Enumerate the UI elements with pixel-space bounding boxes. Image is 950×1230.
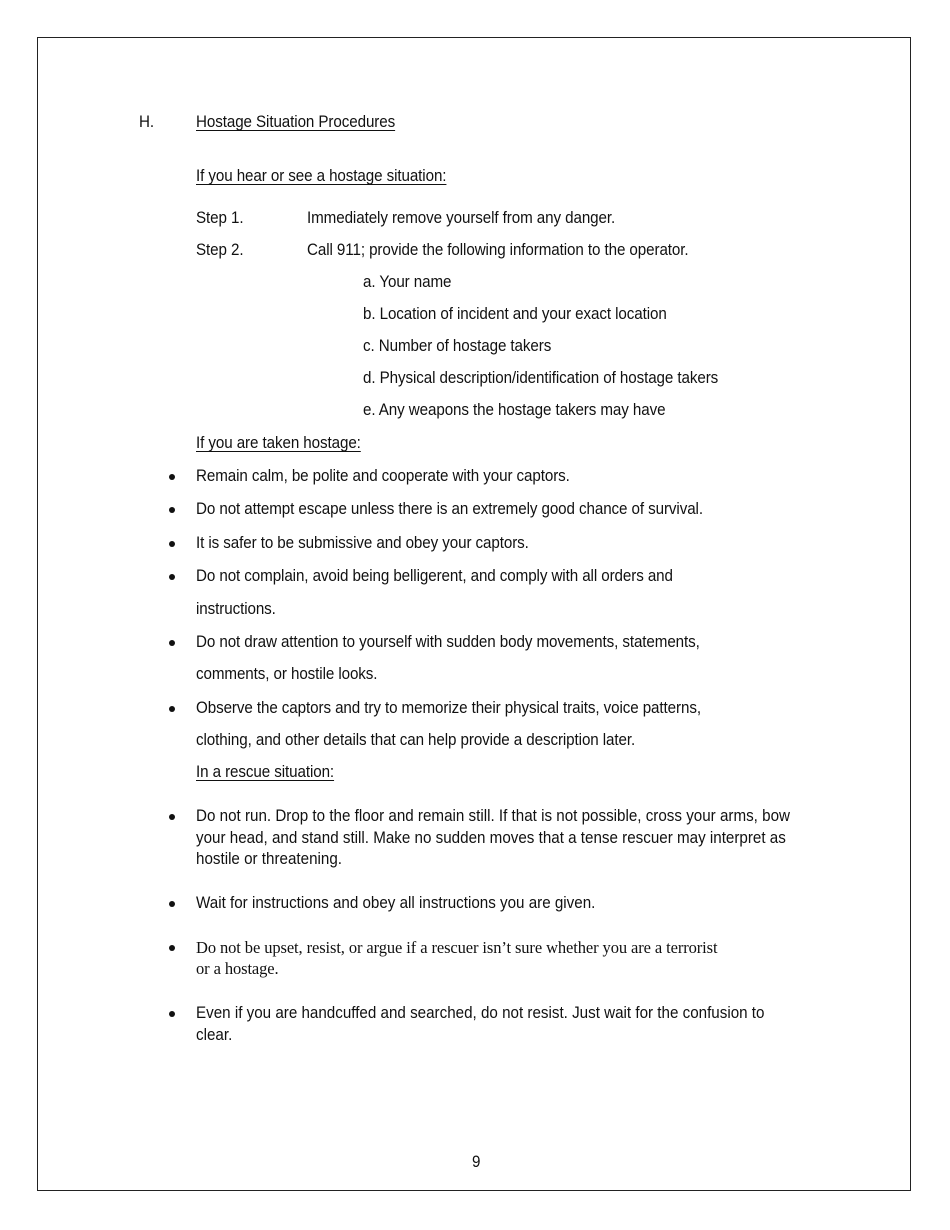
rescue-bullet-3-line-2: or a hostage. [196, 959, 279, 978]
hostage-bullet-6-line-2: clothing, and other details that can help provide a description later. [196, 731, 636, 749]
bullet-icon [169, 706, 175, 712]
hear-or-see-heading: If you hear or see a hostage situation: [196, 167, 447, 185]
bullet-icon [169, 901, 175, 907]
rescue-heading: In a rescue situation: [196, 763, 335, 781]
page-number: 9 [472, 1153, 481, 1171]
hostage-bullet-4-line-1: Do not complain, avoid being belligerent, and comply with all orders and [196, 567, 673, 585]
bullet-icon [169, 640, 175, 646]
hostage-bullet-2: Do not attempt escape unless there is an extremely good chance of survival. [196, 500, 703, 518]
section-title: Hostage Situation Procedures [196, 113, 396, 131]
info-item-d: d. Physical description/identification of hostage takers [363, 369, 719, 387]
hostage-bullet-6-line-1: Observe the captors and try to memorize their physical traits, voice patterns, [196, 699, 701, 717]
bullet-icon [169, 945, 175, 951]
bullet-icon [169, 474, 175, 480]
info-item-b: b. Location of incident and your exact location [363, 305, 667, 323]
bullet-icon [169, 541, 175, 547]
info-item-c: c. Number of hostage takers [363, 337, 552, 355]
rescue-bullet-3-line-1: Do not be upset, resist, or argue if a rescuer isn’t sure whether you are a terrorist [196, 938, 718, 957]
bullet-icon [169, 574, 175, 580]
hostage-bullet-4-line-2: instructions. [196, 600, 276, 618]
bullet-icon [169, 1011, 175, 1017]
hostage-bullet-5-line-1: Do not draw attention to yourself with sudden body movements, statements, [196, 633, 700, 651]
rescue-bullet-2: Wait for instructions and obey all instructions you are given. [196, 894, 596, 912]
hostage-bullet-3: It is safer to be submissive and obey your captors. [196, 534, 529, 552]
rescue-bullet-1: Do not run. Drop to the floor and remain still. If that is not possible, cross your arms, bow your head, and stand still. Make no sudden moves that a tense rescuer may interpret as hostile or threatening. [196, 807, 790, 868]
bullet-icon [169, 814, 175, 820]
section-letter: H. [139, 113, 155, 131]
taken-hostage-heading: If you are taken hostage: [196, 434, 361, 452]
hostage-bullet-1: Remain calm, be polite and cooperate with your captors. [196, 467, 570, 485]
step-2-label: Step 2. [196, 241, 244, 259]
info-item-a: a. Your name [363, 273, 452, 291]
rescue-bullet-4: Even if you are handcuffed and searched, do not resist. Just wait for the confusion to clear. [196, 1004, 765, 1044]
step-1-text: Immediately remove yourself from any danger. [307, 209, 616, 227]
step-2-text: Call 911; provide the following information to the operator. [307, 241, 689, 259]
info-item-e: e. Any weapons the hostage takers may have [363, 401, 666, 419]
hostage-bullet-5-line-2: comments, or hostile looks. [196, 665, 378, 683]
bullet-icon [169, 507, 175, 513]
step-1-label: Step 1. [196, 209, 244, 227]
